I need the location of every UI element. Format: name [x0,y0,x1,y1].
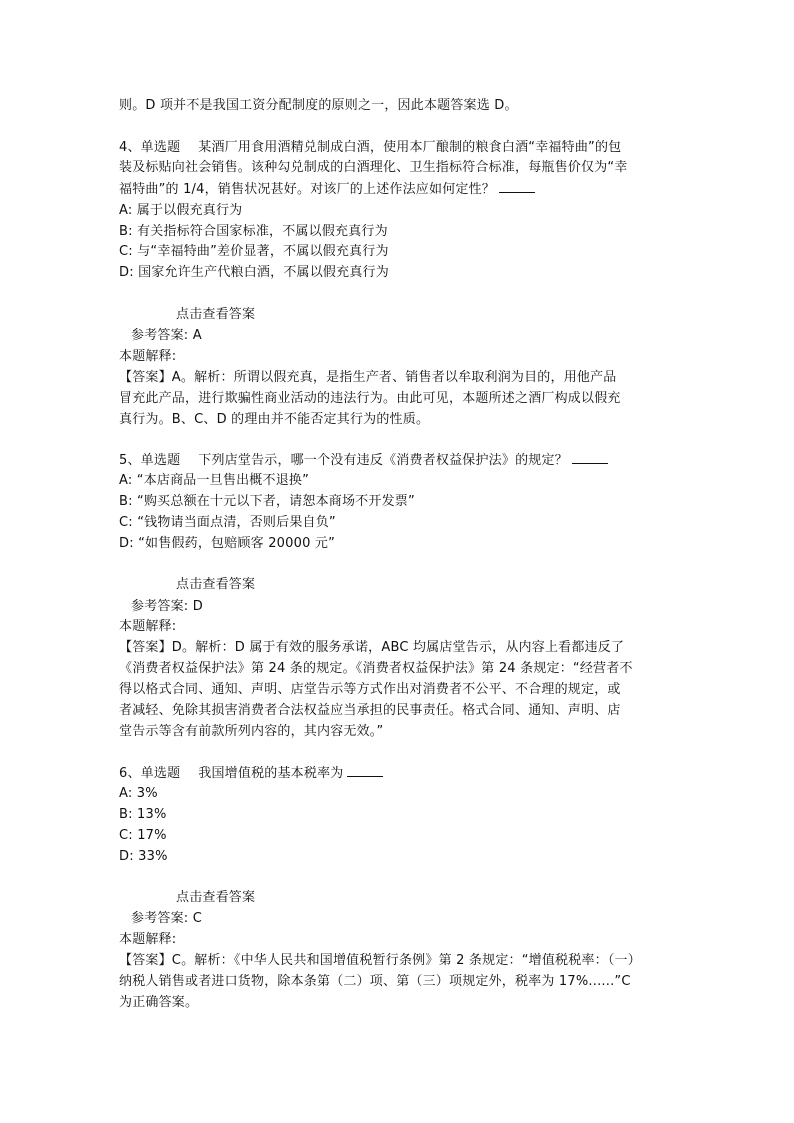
explanation-label: 本题解释: [119,349,177,364]
answer-blank [499,180,535,193]
explanation-line: 者减轻、免除其损害消费者合法权益应当承担的民事责任。格式合同、通知、声明、店 [119,703,621,718]
answer-blank [347,764,383,777]
question-stem-line [119,180,535,200]
explanation-label: 本题解释: [119,932,177,947]
explanation-line: 【答案】D。解析：D 属于有效的服务承诺，ABC 均属店堂告示，从内容上看都违反了 [119,640,625,655]
explanation-line: 为正确答案。 [119,995,199,1010]
option-d: D: 33% [119,849,168,864]
question-number: 5、单选题 [119,453,181,468]
show-answer-link[interactable]: 点击查看答案 [176,577,256,592]
option-d: D: 国家允许生产代粮白酒，不属以假充真行为 [119,265,389,280]
option-b: B: 有关指标符合国家标准，不属以假充真行为 [119,224,388,239]
question-stem-text: 下列店堂告示，哪一个没有违反《消费者权益保护法》的规定？ [198,453,568,468]
question-5-stem [119,451,608,471]
question-stem-text: 我国增值税的基本税率为 [198,766,344,781]
explanation-line: 真行为。B、C、D 的理由并不能否定其行为的性质。 [119,412,430,427]
question-number: 6、单选题 [119,766,181,781]
explanation-line: 【答案】A。解析：所谓以假充真，是指生产者、销售者以牟取利润为目的，用他产品 [119,370,617,385]
explanation-line: 堂告示等含有前款所列内容的，其内容无效。” [119,724,384,739]
question-number: 4、单选题 [119,140,181,155]
option-d: D: “如售假药，包赔顾客 20000 元” [119,536,336,551]
reference-answer: 参考答案: A [131,328,202,343]
answer-blank [572,451,608,464]
explanation-line: 《消费者权益保护法》第 24 条的规定。《消费者权益保护法》第 24 条规定：“经营者不 [119,661,633,676]
option-a: A: 3% [119,786,158,801]
explanation-line: 【答案】C。解析：《中华人民共和国增值税暂行条例》第 2 条规定：“增值税税率：（一） [119,953,641,968]
explanation-line: 纳税人销售或者进口货物，除本条第（二）项、第（三）项规定外，税率为 17%......”C [119,974,631,989]
question-stem-line: 某酒厂用食用酒精兑制成白酒，使用本厂酿制的粮食白酒“幸福特曲”的包 [198,140,622,155]
option-c: C: “钱物请当面点清，否则后果自负” [119,515,336,530]
explanation-line: 得以格式合同、通知、声明、店堂告示等方式作出对消费者不公平、不合理的规定，或 [119,682,621,697]
question-6-stem [119,764,383,784]
option-a: A: 属于以假充真行为 [119,203,243,218]
reference-answer: 参考答案: D [131,599,203,614]
option-c: C: 与“幸福特曲”差价显著，不属以假充真行为 [119,244,389,259]
option-a: A: “本店商品一旦售出概不退换” [119,473,310,488]
option-b: B: 13% [119,807,167,822]
option-b: B: “购买总额在十元以下者，请恕本商场不开发票” [119,494,415,509]
show-answer-link[interactable]: 点击查看答案 [176,890,256,905]
explanation-label: 本题解释: [119,619,177,634]
show-answer-link[interactable]: 点击查看答案 [176,307,256,322]
explanation-line: 冒充此产品，进行欺骗性商业活动的违法行为。由此可见，本题所述之酒厂构成以假充 [119,391,621,406]
question-stem-line: 装及标贴向社会销售。该种勾兑制成的白酒理化、卫生指标符合标准，每瓶售价仅为“幸 [119,160,628,175]
question-4-stem [119,138,621,158]
reference-answer: 参考答案: C [131,911,202,926]
question-stem-text: 福特曲”的 1/4，销售状况甚好。对该厂的上述作法应如何定性？ [119,182,495,197]
intro-text: 则。D 项并不是我国工资分配制度的原则之一，因此本题答案选 D。 [119,98,518,113]
option-c: C: 17% [119,828,167,843]
